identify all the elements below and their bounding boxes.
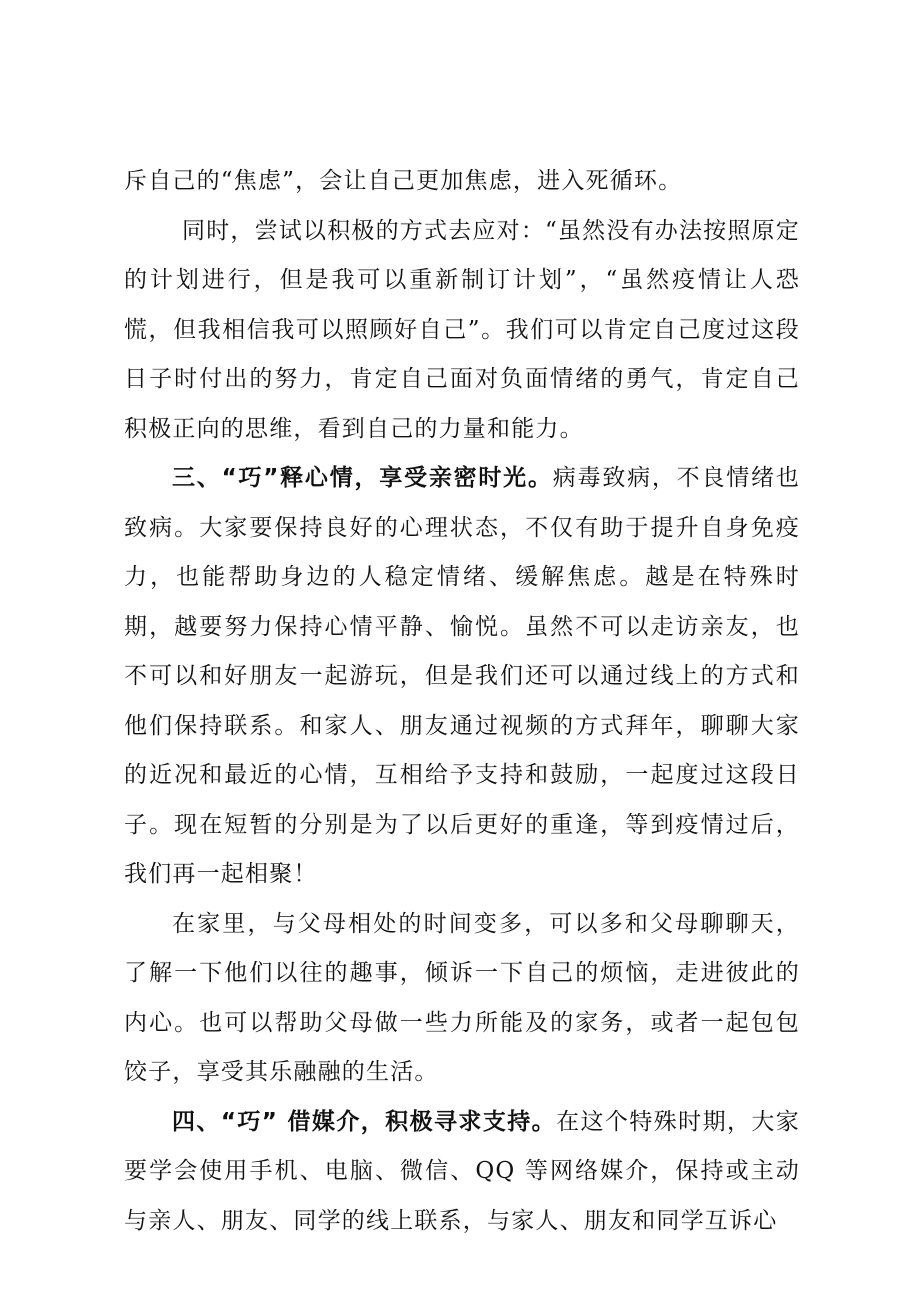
paragraph-section-four — [124, 1098, 800, 1247]
paragraph-family-time — [124, 900, 800, 1098]
paragraph-text: 在家里，与父母相处的时间变多，可以多和父母聊聊天，了解一下他们以往的趣事，倾诉一下自己的烦恼，走进彼此的内心。也可以帮助父母做一些力所能及的家务，或者一起包包饺子，享受其乐融融的生活。 — [124, 910, 800, 1085]
paragraph-continuation — [124, 157, 800, 207]
document-page — [124, 157, 800, 1246]
paragraph-text: 同时，尝试以积极的方式去应对：“虽然没有办法按照原定的计划进行，但是我可以重新制订计划”，“虽然疫情让人恐慌，但我相信我可以照顾好自己”。我们可以肯定自己度过这段日子时付出的努力，肯定自己面对负面情绪的勇气，肯定自己积极正向的思维，看到自己的力量和能力。 — [124, 217, 800, 442]
section-heading: 四、“巧” 借媒介，积极寻求支持。 — [172, 1108, 557, 1135]
paragraph-section-three — [124, 454, 800, 900]
paragraph-text: 病毒致病，不良情绪也致病。大家要保持良好的心理状态，不仅有助于提升自身免疫力，也能帮助身边的人稳定情绪、缓解焦虑。越是在特殊时期，越要努力保持心情平静、愉悦。虽然不可以走访亲友，也不可以和好朋友一起游玩，但是我们还可以通过线上的方式和他们保持联系。和家人、朋友通过视频的方式拜年，聊聊大家的近况和最近的心情，互相给予支持和鼓励，一起度过这段日子。现在短暂的分别是为了以后更好的重逢，等到疫情过后，我们再一起相聚！ — [124, 465, 801, 887]
section-heading: 三、“巧”释心情，享受亲密时光。 — [172, 465, 553, 491]
paragraph-positive-coping — [124, 207, 800, 455]
paragraph-text: 在这个特殊时期，大家要学会使用手机、电脑、微信、QQ 等网络媒介，保持或主动与亲人、朋友、同学的线上联系，与家人、朋友和同学互诉心 — [124, 1108, 801, 1234]
paragraph-text: 斥自己的“焦虑”，会让自己更加焦虑，进入死循环。 — [124, 168, 683, 194]
